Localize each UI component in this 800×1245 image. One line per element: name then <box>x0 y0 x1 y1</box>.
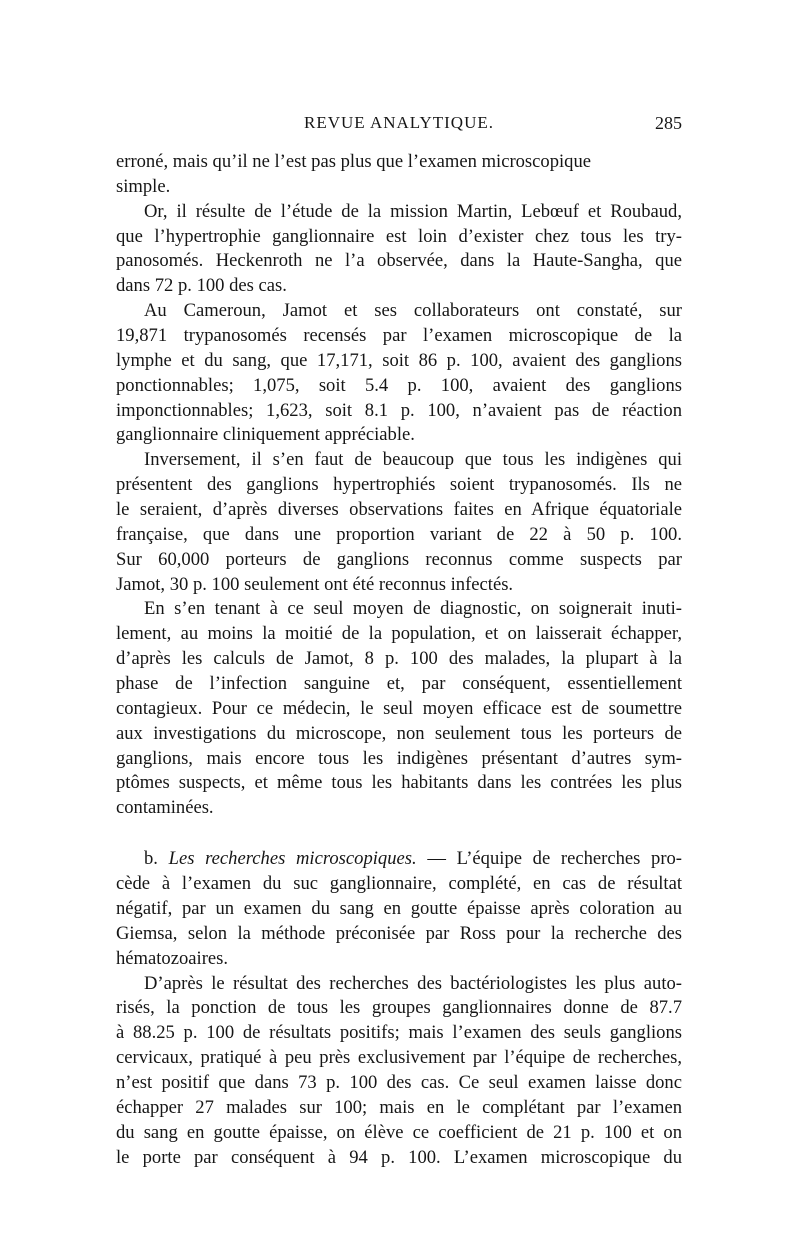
text-line: Or, il résulte de l’étude de la mission Martin, Lebœuf et Roubaud, <box>144 200 682 222</box>
text-line: d’après les calculs de Jamot, 8 p. 100 des malades, la plupart à la <box>116 648 682 670</box>
text-line: erroné, mais qu’il ne l’est pas plus que l’examen microscopique <box>116 151 592 172</box>
text-line: n’est positif que dans 73 p. 100 des cas. Ce seul examen laisse donc <box>116 1071 682 1093</box>
text-line: ponctionnables; 1,075, soit 5.4 p. 100, avaient des ganglions <box>116 374 682 396</box>
text-line: Au Cameroun, Jamot et ses collaborateurs ont constaté, sur <box>144 300 682 322</box>
text-line: présentent des ganglions hypertrophiés soient trypanosomés. Ils ne <box>116 474 682 496</box>
text-line: contagieux. Pour ce médecin, le seul moyen efficace est de soumettre <box>116 697 682 719</box>
text-line: imponctionnables; 1,623, soit 8.1 p. 100, n’avaient pas de réaction <box>116 399 682 421</box>
text-line: du sang en goutte épaisse, on élève ce coefficient de 21 p. 100 et on <box>116 1121 682 1143</box>
text-line: négatif, par un examen du sang en goutte épaisse après coloration au <box>116 897 682 919</box>
text-line: Jamot, 30 p. 100 seulement ont été reconnus infectés. <box>116 573 514 595</box>
text-line: panosomés. Heckenroth ne l’a observée, dans la Haute-Sangha, que <box>116 250 682 272</box>
text-line: Sur 60,000 porteurs de ganglions reconnus comme suspects par <box>116 548 682 570</box>
text-line: simple. <box>116 175 171 197</box>
section-label: b. <box>144 848 158 870</box>
text-line: Inversement, il s’en faut de beaucoup que tous les indigènes qui <box>144 449 682 471</box>
text-line: cervicaux, pratiqué à peu près exclusivement par l’équipe de recherches, <box>116 1047 682 1069</box>
text-line: le seraient, d’après diverses observations faites en Afrique équatoriale <box>116 499 682 521</box>
text-line: hématozoaires. <box>116 947 229 969</box>
section-heading-line <box>116 847 682 872</box>
text-line: dans 72 p. 100 des cas. <box>116 275 287 297</box>
text-line: lement, au moins la moitié de la population, et on laisserait échapper, <box>116 623 682 645</box>
text-line: échapper 27 malades sur 100; mais en le complétant par l’examen <box>116 1096 682 1118</box>
text-line: ganglions, mais encore tous les indigènes présentant d’autres sym- <box>116 747 682 769</box>
text-line: française, que dans une proportion variant de 22 à 50 p. 100. <box>116 523 682 545</box>
text-line: phase de l’infection sanguine et, par conséquent, essentiellement <box>116 673 682 695</box>
section-heading-text: — L’équipe de recherches pro- <box>416 848 682 870</box>
text-line: aux investigations du microscope, non seulement tous les porteurs de <box>116 722 682 744</box>
text-line: ptômes suspects, et même tous les habitants dans les contrées les plus <box>116 772 682 794</box>
running-title: REVUE ANALYTIQUE. <box>304 113 494 132</box>
text-line: D’après le résultat des recherches des bactériologistes les plus auto- <box>144 972 682 994</box>
text-line: 19,871 trypanosomés recensés par l’examen microscopique de la <box>116 325 682 347</box>
running-header <box>116 113 682 143</box>
page-number: 285 <box>655 113 682 133</box>
text-line: risés, la ponction de tous les groupes ganglionnaires donne de 87.7 <box>116 997 682 1019</box>
text-line: cède à l’examen du suc ganglionnaire, complété, en cas de résultat <box>116 873 682 895</box>
section-gap <box>116 821 682 847</box>
text-line: le porte par conséquent à 94 p. 100. L’examen microscopique du <box>116 1146 682 1168</box>
text-line: En s’en tenant à ce seul moyen de diagnostic, on soignerait inuti- <box>144 598 682 620</box>
body-text <box>116 150 682 1170</box>
text-line: à 88.25 p. 100 de résultats positifs; mais l’examen des seuls ganglions <box>116 1022 682 1044</box>
text-line: Giemsa, selon la méthode préconisée par Ross pour la recherche des <box>116 922 682 944</box>
section-title: Les recherches microscopiques. <box>168 848 417 870</box>
text-line: contaminées. <box>116 797 214 819</box>
text-line: que l’hypertrophie ganglionnaire est loin d’exister chez tous les try- <box>116 225 682 247</box>
text-line: lymphe et du sang, que 17,171, soit 86 p. 100, avaient des ganglions <box>116 349 682 371</box>
text-line: ganglionnaire cliniquement appréciable. <box>116 424 415 446</box>
